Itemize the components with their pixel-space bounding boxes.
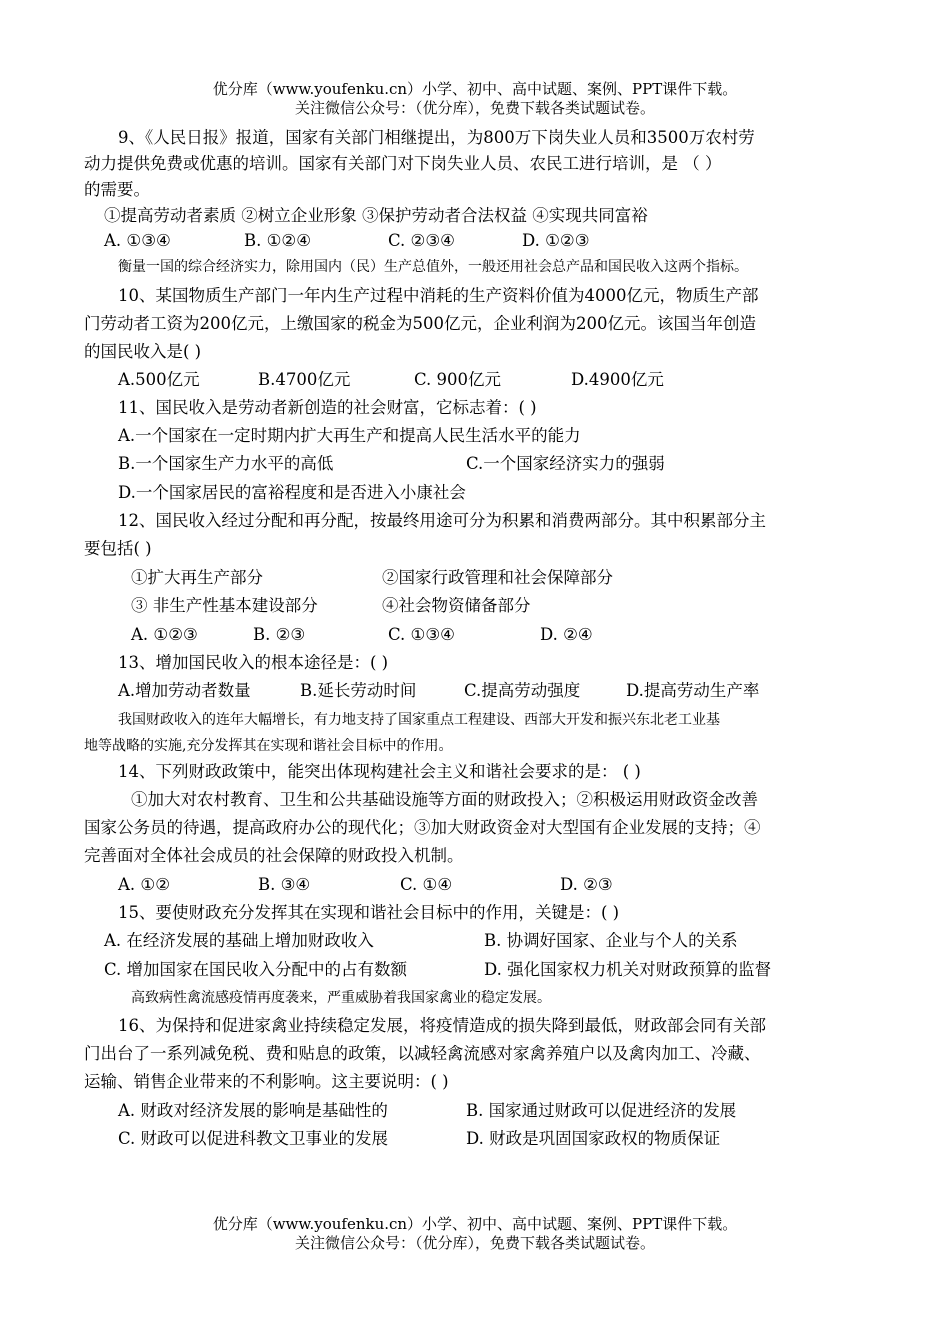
context-note-1: 衡量一国的综合经济实力，除用国内（民）生产总值外，一般还用社会总产品和国民收入这两个指标。 [118, 259, 748, 275]
q12-item-3: ③ 非生产性基本建设部分 [131, 596, 318, 615]
q12-item-4: ④社会物资储备部分 [382, 596, 531, 615]
q14-line-4: 完善面对全体社会成员的社会保障的财政投入机制。 [84, 846, 464, 865]
q12-line-2: 要包括( ) [84, 539, 152, 558]
q13-option-c: C.提高劳动强度 [464, 681, 581, 700]
q9-option-c: C. ②③④ [388, 231, 455, 250]
header-line-2: 关注微信公众号：（优分库），免费下载各类试题试卷。 [294, 99, 655, 117]
q10-line-1: 10、某国物质生产部门一年内生产过程中消耗的生产资料价值为4000亿元，物质生产部 [118, 286, 759, 305]
q12-option-c: C. ①③④ [388, 625, 455, 644]
q9-items: ①提高劳动者素质 ②树立企业形象 ③保护劳动者合法权益 ④实现共同富裕 [104, 206, 648, 225]
q9-line-1: 9、《人民日报》报道，国家有关部门相继提出，为800万下岗失业人员和3500万农村劳 [118, 128, 755, 147]
q16-line-1: 16、为保持和促进家禽业持续稳定发展，将疫情造成的损失降到最低，财政部会同有关部 [118, 1016, 766, 1035]
context-note-2-line-2: 地等战略的实施,充分发挥其在实现和谐社会目标中的作用。 [84, 738, 453, 754]
q10-option-d: D.4900亿元 [571, 370, 664, 389]
q12-option-b: B. ②③ [253, 625, 306, 644]
q14-line-1: 14、下列财政政策中，能突出体现构建社会主义和谐社会要求的是： ( ) [118, 762, 641, 781]
q11-line-1: 11、国民收入是劳动者新创造的社会财富，它标志着：( ) [118, 398, 537, 417]
q12-option-d: D. ②④ [540, 625, 593, 644]
q15-option-b: B. 协调好国家、企业与个人的关系 [484, 931, 738, 950]
q14-line-3: 国家公务员的待遇，提高政府办公的现代化；③加大财政资金对大型国有企业发展的支持；④ [84, 818, 761, 837]
q11-option-b: B.一个国家生产力水平的高低 [118, 454, 334, 473]
q12-option-a: A. ①②③ [131, 625, 198, 644]
q16-option-c: C. 财政可以促进科教文卫事业的发展 [118, 1129, 389, 1148]
header-line-1: 优分库（www.youfenku.cn）小学、初中、高中试题、案例、PPT课件下载。 [212, 80, 738, 98]
q13-option-d: D.提高劳动生产率 [626, 681, 760, 700]
q13-option-b: B.延长劳动时间 [300, 681, 417, 700]
q9-option-d: D. ①②③ [522, 231, 590, 250]
context-note-2-line-1: 我国财政收入的连年大幅增长，有力地支持了国家重点工程建设、西部大开发和振兴东北老工业基 [118, 712, 720, 728]
q12-line-1: 12、国民收入经过分配和再分配，按最终用途可分为积累和消费两部分。其中积累部分主 [118, 511, 766, 530]
q15-option-a: A. 在经济发展的基础上增加财政收入 [104, 931, 374, 950]
q14-option-b: B. ③④ [258, 875, 311, 894]
q10-line-3: 的国民收入是( ) [84, 342, 202, 361]
q13-line-1: 13、增加国民收入的根本途径是：( ) [118, 653, 389, 672]
q16-line-3: 运输、销售企业带来的不利影响。这主要说明：( ) [84, 1072, 449, 1091]
q14-line-2: ①加大对农村教育、卫生和公共基础设施等方面的财政投入；②积极运用财政资金改善 [131, 790, 758, 809]
q16-option-b: B. 国家通过财政可以促进经济的发展 [466, 1101, 737, 1120]
q15-line-1: 15、要使财政充分发挥其在实现和谐社会目标中的作用，关键是：( ) [118, 903, 620, 922]
footer-line-2: 关注微信公众号：（优分库），免费下载各类试题试卷。 [294, 1234, 655, 1252]
q10-line-2: 门劳动者工资为200亿元，上缴国家的税金为500亿元，企业利润为200亿元。该国当年创造 [84, 314, 756, 333]
q12-item-1: ①扩大再生产部分 [131, 568, 263, 587]
q9-option-a: A. ①③④ [104, 231, 171, 250]
q16-line-2: 门出台了一系列减免税、费和贴息的政策，以减轻禽流感对家禽养殖户以及禽肉加工、冷藏、 [84, 1044, 761, 1063]
q9-option-b: B. ①②④ [244, 231, 311, 250]
q9-line-2: 动力提供免费或优惠的培训。国家有关部门对下岗失业人员、农民工进行培训，是 （ ） [84, 154, 722, 173]
q13-option-a: A.增加劳动者数量 [118, 681, 251, 700]
q16-option-d: D. 财政是巩固国家政权的物质保证 [466, 1129, 721, 1148]
footer-line-1: 优分库（www.youfenku.cn）小学、初中、高中试题、案例、PPT课件下载。 [212, 1215, 738, 1233]
context-note-3: 高致病性禽流感疫情再度袭来，严重威胁着我国家禽业的稳定发展。 [131, 990, 551, 1006]
q10-option-c: C. 900亿元 [414, 370, 502, 389]
q15-option-d: D. 强化国家权力机关对财政预算的监督 [484, 960, 772, 979]
q14-option-a: A. ①② [118, 875, 170, 894]
q14-option-c: C. ①④ [400, 875, 453, 894]
q11-option-a: A.一个国家在一定时期内扩大再生产和提高人民生活水平的能力 [118, 426, 581, 445]
q12-item-2: ②国家行政管理和社会保障部分 [382, 568, 613, 587]
q16-option-a: A. 财政对经济发展的影响是基础性的 [118, 1101, 388, 1120]
q10-option-a: A.500亿元 [118, 370, 200, 389]
q10-option-b: B.4700亿元 [258, 370, 351, 389]
q9-line-3: 的需要。 [84, 180, 150, 199]
q11-option-d: D.一个国家居民的富裕程度和是否进入小康社会 [118, 483, 466, 502]
q15-option-c: C. 增加国家在国民收入分配中的占有数额 [104, 960, 408, 979]
q11-option-c: C.一个国家经济实力的强弱 [466, 454, 665, 473]
q14-option-d: D. ②③ [560, 875, 613, 894]
